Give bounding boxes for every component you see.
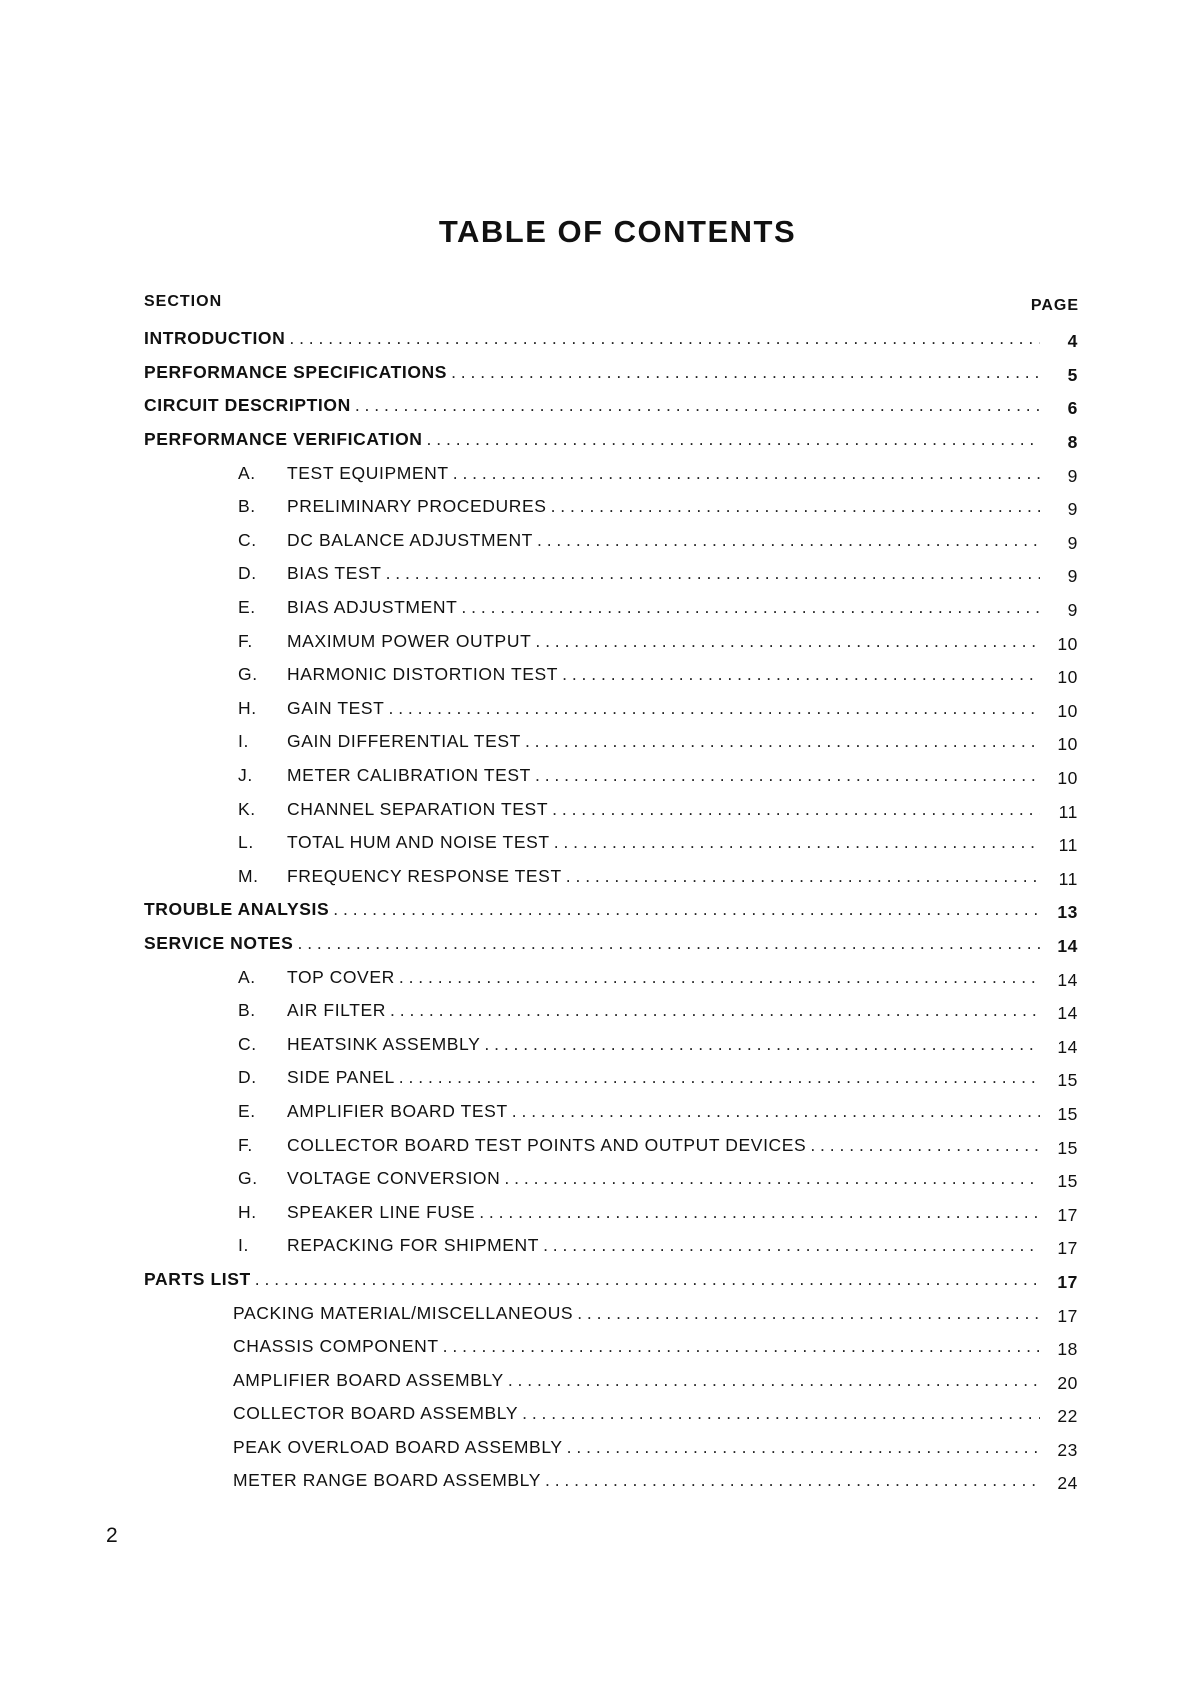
- dot-leader: [543, 1235, 1040, 1256]
- toc-entry-letter: A.: [238, 966, 256, 987]
- toc-entry: [0, 1061, 1191, 1095]
- toc-entry-page: 22: [1057, 1406, 1078, 1427]
- toc-entry-title: FREQUENCY RESPONSE TEST: [287, 865, 562, 886]
- toc-entry-title: INTRODUCTION: [144, 328, 286, 349]
- toc-entry-title: AMPLIFIER BOARD TEST: [287, 1100, 508, 1121]
- toc-entry: [0, 1162, 1191, 1196]
- toc-entry-title: VOLTAGE CONVERSION: [287, 1168, 501, 1189]
- section-column-header: SECTION: [144, 293, 223, 310]
- toc-entry: [0, 692, 1191, 726]
- toc-entry-page: 14: [1057, 969, 1078, 990]
- toc-entry: [0, 860, 1191, 894]
- toc-entry: [0, 1431, 1191, 1465]
- dot-leader: [355, 395, 1040, 416]
- dot-leader: [289, 328, 1040, 349]
- toc-entry-page: 23: [1057, 1439, 1078, 1460]
- toc-entry-title: PERFORMANCE SPECIFICATIONS: [144, 361, 448, 382]
- page-title: TABLE OF CONTENTS: [438, 214, 797, 249]
- dot-leader: [577, 1303, 1040, 1324]
- toc-entry-letter: C.: [238, 529, 257, 550]
- toc-entry-letter: D.: [238, 1067, 257, 1088]
- toc-entry: [0, 423, 1191, 457]
- dot-leader: [537, 530, 1040, 551]
- toc-entry-page: 15: [1057, 1137, 1078, 1158]
- toc-entry-page: 11: [1058, 868, 1078, 889]
- toc-entry-page: 24: [1057, 1473, 1078, 1494]
- toc-entry-letter: D.: [238, 563, 257, 584]
- toc-entry-page: 9: [1067, 566, 1078, 587]
- toc-entry: [0, 658, 1191, 692]
- toc-entry-letter: G.: [238, 1168, 258, 1189]
- toc-entry-letter: L.: [238, 832, 254, 853]
- toc-entry-page: 17: [1057, 1305, 1078, 1326]
- toc-entry-title: PEAK OVERLOAD BOARD ASSEMBLY: [233, 1436, 563, 1457]
- toc-entry-page: 17: [1057, 1204, 1078, 1225]
- toc-entry-page: 15: [1057, 1103, 1078, 1124]
- toc-entry-title: DC BALANCE ADJUSTMENT: [287, 529, 533, 550]
- dot-leader: [453, 463, 1040, 484]
- toc-entry: [0, 456, 1191, 490]
- toc-entry-title: AIR FILTER: [287, 1000, 387, 1021]
- dot-leader: [562, 664, 1040, 685]
- toc-entry-page: 9: [1067, 600, 1078, 621]
- toc-entry-title: PACKING MATERIAL/MISCELLANEOUS: [233, 1302, 574, 1323]
- toc-entry-title: CHASSIS COMPONENT: [233, 1336, 439, 1357]
- toc-entry: [0, 524, 1191, 558]
- toc-entry: [0, 1330, 1191, 1364]
- toc-entry-page: 13: [1057, 902, 1078, 923]
- toc-entry: [0, 1263, 1191, 1297]
- dot-leader: [479, 1202, 1040, 1223]
- toc-entry-page: 10: [1057, 768, 1078, 789]
- toc-entry-title: TROUBLE ANALYSIS: [144, 899, 330, 920]
- toc-entry-title: BIAS TEST: [287, 563, 382, 584]
- toc-entry: [0, 826, 1191, 860]
- dot-leader: [461, 597, 1040, 618]
- dot-leader: [297, 933, 1040, 954]
- toc-entry-title: AMPLIFIER BOARD ASSEMBLY: [233, 1369, 504, 1390]
- toc-entry: [0, 557, 1191, 591]
- toc-entry: [0, 1296, 1191, 1330]
- toc-entry: [0, 927, 1191, 961]
- toc-entry-page: 14: [1057, 935, 1078, 956]
- dot-leader: [545, 1470, 1040, 1491]
- toc-entry-letter: H.: [238, 1201, 257, 1222]
- toc-entry-page: 17: [1057, 1271, 1078, 1292]
- toc-entry-letter: M.: [238, 865, 259, 886]
- toc-entry-title: CIRCUIT DESCRIPTION: [144, 395, 351, 416]
- toc-entry-title: PARTS LIST: [144, 1268, 251, 1289]
- dot-leader: [522, 1403, 1040, 1424]
- toc-entry: [0, 960, 1191, 994]
- dot-leader: [390, 1000, 1040, 1021]
- toc-entry-letter: A.: [238, 462, 256, 483]
- toc-entry-title: GAIN DIFFERENTIAL TEST: [287, 731, 521, 752]
- dot-leader: [535, 631, 1040, 652]
- toc-entry: [0, 1464, 1191, 1498]
- toc-entry: [0, 624, 1191, 658]
- toc-entry: [0, 893, 1191, 927]
- dot-leader: [255, 1269, 1040, 1290]
- toc-entry: [0, 591, 1191, 625]
- toc-entry-page: 4: [1067, 331, 1078, 352]
- toc-entry-title: BIAS ADJUSTMENT: [287, 597, 458, 618]
- toc-entry-letter: H.: [238, 697, 257, 718]
- toc-entry-title: SPEAKER LINE FUSE: [287, 1201, 476, 1222]
- dot-leader: [810, 1135, 1040, 1156]
- toc-entry-title: CHANNEL SEPARATION TEST: [287, 798, 549, 819]
- toc-entry-page: 9: [1067, 499, 1078, 520]
- dot-leader: [399, 1067, 1040, 1088]
- toc-entry-page: 9: [1067, 465, 1078, 486]
- toc-entry-page: 20: [1057, 1372, 1078, 1393]
- table-of-contents: [0, 322, 1191, 1498]
- toc-entry: [0, 1128, 1191, 1162]
- dot-leader: [566, 866, 1040, 887]
- toc-entry-letter: E.: [238, 1100, 256, 1121]
- toc-entry-letter: B.: [238, 496, 256, 517]
- toc-entry: [0, 356, 1191, 390]
- toc-entry: [0, 1229, 1191, 1263]
- toc-entry-page: 10: [1057, 700, 1078, 721]
- toc-entry-page: 5: [1067, 364, 1078, 385]
- toc-entry: [0, 490, 1191, 524]
- toc-entry-title: HEATSINK ASSEMBLY: [287, 1033, 481, 1054]
- toc-entry: [0, 1363, 1191, 1397]
- toc-entry-letter: K.: [238, 798, 256, 819]
- dot-leader: [451, 362, 1040, 383]
- dot-leader: [508, 1370, 1040, 1391]
- toc-entry: [0, 1027, 1191, 1061]
- dot-leader: [484, 1034, 1040, 1055]
- toc-entry-page: 15: [1057, 1171, 1078, 1192]
- dot-leader: [525, 731, 1040, 752]
- toc-entry-letter: I.: [238, 1235, 249, 1256]
- toc-entry-letter: C.: [238, 1033, 257, 1054]
- toc-entry-title: TOTAL HUM AND NOISE TEST: [287, 832, 550, 853]
- dot-leader: [552, 799, 1040, 820]
- toc-entry-page: 10: [1057, 633, 1078, 654]
- toc-entry-page: 6: [1067, 398, 1078, 419]
- toc-entry-letter: I.: [238, 731, 249, 752]
- toc-entry-page: 10: [1057, 734, 1078, 755]
- toc-entry: [0, 792, 1191, 826]
- toc-entry-page: 18: [1057, 1339, 1078, 1360]
- dot-leader: [554, 832, 1040, 853]
- page-column-header: PAGE: [1030, 297, 1079, 314]
- toc-entry: [0, 1095, 1191, 1129]
- toc-entry-title: MAXIMUM POWER OUTPUT: [287, 630, 532, 651]
- dot-leader: [512, 1101, 1040, 1122]
- toc-entry-page: 10: [1057, 667, 1078, 688]
- toc-entry-page: 14: [1057, 1036, 1078, 1057]
- toc-entry: [0, 322, 1191, 356]
- toc-entry-page: 11: [1058, 835, 1078, 856]
- toc-entry-letter: G.: [238, 664, 258, 685]
- dot-leader: [399, 967, 1040, 988]
- toc-entry-title: GAIN TEST: [287, 697, 385, 718]
- toc-entry-letter: F.: [238, 1134, 253, 1155]
- dot-leader: [504, 1168, 1040, 1189]
- toc-entry-title: REPACKING FOR SHIPMENT: [287, 1235, 540, 1256]
- toc-entry-page: 15: [1057, 1070, 1078, 1091]
- dot-leader: [443, 1336, 1040, 1357]
- toc-entry-page: 17: [1057, 1238, 1078, 1259]
- toc-entry-letter: E.: [238, 597, 256, 618]
- toc-entry-title: HARMONIC DISTORTION TEST: [287, 664, 559, 685]
- toc-entry-title: PERFORMANCE VERIFICATION: [144, 429, 423, 450]
- toc-entry-page: 11: [1058, 801, 1078, 822]
- toc-entry-letter: B.: [238, 1000, 256, 1021]
- toc-entry-title: METER CALIBRATION TEST: [287, 765, 531, 786]
- toc-entry: [0, 389, 1191, 423]
- toc-entry-title: COLLECTOR BOARD TEST POINTS AND OUTPUT DEVICES: [287, 1134, 807, 1155]
- toc-entry-letter: J.: [238, 765, 253, 786]
- dot-leader: [551, 496, 1040, 517]
- toc-entry-letter: F.: [238, 630, 253, 651]
- toc-entry-page: 14: [1057, 1003, 1078, 1024]
- toc-entry: [0, 759, 1191, 793]
- dot-leader: [535, 765, 1040, 786]
- toc-entry-title: TOP COVER: [287, 966, 395, 987]
- dot-leader: [427, 429, 1040, 450]
- toc-entry-title: PRELIMINARY PROCEDURES: [287, 496, 547, 517]
- toc-entry-page: 9: [1067, 532, 1078, 553]
- page-number: 2: [106, 1524, 118, 1547]
- toc-entry: [0, 725, 1191, 759]
- toc-entry-title: TEST EQUIPMENT: [287, 462, 449, 483]
- toc-entry-title: COLLECTOR BOARD ASSEMBLY: [233, 1403, 519, 1424]
- dot-leader: [567, 1437, 1040, 1458]
- toc-entry-title: SIDE PANEL: [287, 1067, 395, 1088]
- toc-entry: [0, 994, 1191, 1028]
- toc-entry: [0, 1195, 1191, 1229]
- dot-leader: [386, 563, 1040, 584]
- dot-leader: [333, 899, 1040, 920]
- toc-entry-title: METER RANGE BOARD ASSEMBLY: [233, 1470, 541, 1491]
- dot-leader: [388, 698, 1040, 719]
- toc-entry-title: SERVICE NOTES: [144, 932, 294, 953]
- toc-entry-page: 8: [1067, 432, 1078, 453]
- toc-entry: [0, 1397, 1191, 1431]
